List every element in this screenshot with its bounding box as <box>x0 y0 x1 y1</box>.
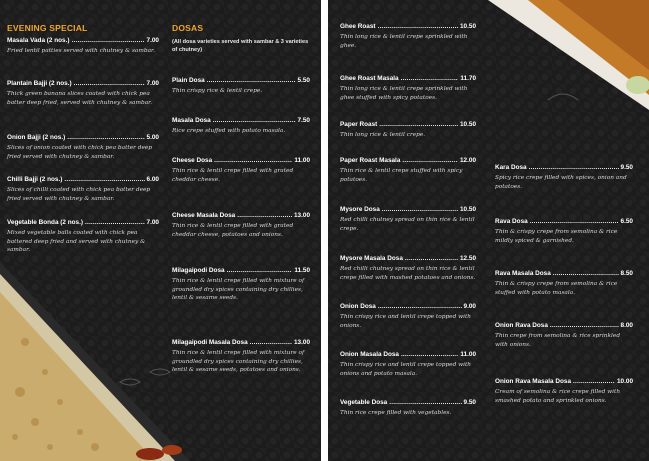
item-name: Onion Masala Dosa <box>340 351 399 358</box>
dosa-photo <box>488 0 649 110</box>
item-description: Thin & crispy crepe from semolina & rice stuffed with potato masala. <box>495 281 618 296</box>
menu-item <box>172 267 310 303</box>
item-price: 8.50 <box>620 270 633 277</box>
item-price: 5.50 <box>297 77 310 84</box>
item-name: Onion Bajji (2 nos.) <box>7 134 66 141</box>
menu-item <box>495 378 633 405</box>
menu-item <box>172 157 310 184</box>
menu-item <box>340 399 476 418</box>
menu-item <box>495 218 633 245</box>
item-description: Thick green banana slices coated with chick pea batter deep fried, served with chutney & sambar. <box>7 91 153 106</box>
item-description: Thin crispy rice and lentil crepe topped with onions and potato masala. <box>340 362 472 377</box>
item-price: 12.00 <box>460 157 476 164</box>
section-heading-evening-special: EVENING SPECIAL <box>7 23 88 33</box>
menu-item <box>7 37 159 56</box>
menu-item <box>340 255 476 282</box>
item-price: 13.00 <box>294 212 310 219</box>
item-name: Masala Dosa <box>172 117 211 124</box>
item-name: Paper Roast Masala <box>340 157 401 164</box>
menu-item <box>340 206 476 233</box>
item-description: Thin rice & lentil crepe filled with mixture of groundled dry spices containing dry chillies, lentil & sesame seeds. <box>172 278 305 302</box>
page-gutter <box>321 0 328 461</box>
item-price: 9.50 <box>463 399 476 406</box>
item-description: Thin crepe from semolina & rice sprinkled with onions. <box>495 333 621 348</box>
menu-item <box>340 157 476 184</box>
item-name: Onion Rava Dosa <box>495 322 548 329</box>
item-name: Milagaipodi Masala Dosa <box>172 339 248 346</box>
menu-item <box>7 80 159 107</box>
menu-item <box>495 164 633 191</box>
item-price: 11.50 <box>294 267 310 274</box>
item-price: 10.50 <box>460 23 476 30</box>
menu-item <box>7 219 159 255</box>
item-description: Thin long rice & lentil crepe sprinkled with ghee stuffed with spicy potatoes. <box>340 86 468 101</box>
item-price: 7.50 <box>297 117 310 124</box>
menu-item <box>172 339 310 375</box>
menu-page-right <box>328 0 649 461</box>
item-description: Red chilli chutney spread on thin rice & lentil crepe filled with mashed potatoes and onions. <box>340 266 476 281</box>
item-price: 8.00 <box>620 322 633 329</box>
item-price: 9.50 <box>620 164 633 171</box>
item-price: 7.00 <box>146 37 159 44</box>
item-name: Rava Masala Dosa <box>495 270 551 277</box>
item-description: Thin rice & lentil crepe stuffed with spicy potatoes. <box>340 168 463 183</box>
menu-item <box>340 75 476 102</box>
item-name: Chilli Bajji (2 nos.) <box>7 176 63 183</box>
menu-item <box>495 322 633 349</box>
item-name: Mysore Dosa <box>340 206 380 213</box>
menu-item <box>340 351 476 378</box>
menu-page-left <box>0 0 321 461</box>
item-name: Mysore Masala Dosa <box>340 255 403 262</box>
item-description: Thin rice crepe filled with vegetables. <box>340 410 452 416</box>
item-price: 10.00 <box>617 378 633 385</box>
menu-item <box>172 77 310 96</box>
item-name: Plain Dosa <box>172 77 205 84</box>
item-name: Paper Roast <box>340 121 378 128</box>
item-description: Fried lentil patties served with chutney & sambar. <box>7 48 156 54</box>
item-description: Cream of semolina & rice crepe filled with smashed potato and sprinkled onions. <box>495 389 621 404</box>
item-description: Thin rice & lentil crepe filled with grated cheddar cheese, potatoes and onions. <box>172 223 294 238</box>
item-description: Thin long rice & lentil crepe sprinkled with ghee. <box>340 34 468 49</box>
item-name: Masala Vada (2 nos.) <box>7 37 70 44</box>
item-description: Red chilli chutney spread on thin rice & lentil crepe. <box>340 217 475 232</box>
item-name: Vegetable Dosa <box>340 399 388 406</box>
item-name: Cheese Dosa <box>172 157 213 164</box>
item-price: 11.00 <box>460 351 476 358</box>
item-name: Plantain Bajji (2 nos.) <box>7 80 72 87</box>
item-name: Vegetable Bonda (2 nos.) <box>7 219 83 226</box>
dosas-note: (All dosa varieties served with sambar & 3 varieties of chutney) <box>172 39 309 53</box>
item-name: Rava Dosa <box>495 218 528 225</box>
item-description: Thin long rice & lentil crepe. <box>340 132 426 138</box>
item-name: Milagaipodi Dosa <box>172 267 225 274</box>
item-price: 6.00 <box>146 176 159 183</box>
item-price: 10.50 <box>460 121 476 128</box>
item-price: 6.50 <box>620 218 633 225</box>
item-description: Thin & crispy crepe from semolina & rice mildly spiced & garnished. <box>495 229 618 244</box>
item-name: Kara Dosa <box>495 164 527 171</box>
item-description: Thin rice & lentil crepe filled with mixture of groundled dry spices containing dry chillies, lentil & sesame seeds, potatoes and onions. <box>172 350 305 374</box>
item-price: 10.50 <box>460 206 476 213</box>
item-description: Thin rice & lentil crepe filled with grated cheddar cheese. <box>172 168 294 183</box>
item-price: 13.00 <box>294 339 310 346</box>
item-price: 11.00 <box>294 157 310 164</box>
item-price: 7.00 <box>146 219 159 226</box>
section-heading-dosas: DOSAS <box>172 23 204 33</box>
menu-item <box>7 176 159 203</box>
menu-item <box>495 270 633 297</box>
menu-item <box>172 212 310 239</box>
menu-item <box>7 134 159 161</box>
item-description: Spicy rice crepe filled with spices, onion and potatoes. <box>495 175 627 190</box>
menu-item <box>340 121 476 140</box>
menu-item <box>172 117 310 136</box>
dosa-photo <box>0 262 190 461</box>
item-description: Thin crispy rice and lentil crepe topped with onions. <box>340 314 472 329</box>
item-name: Cheese Masala Dosa <box>172 212 236 219</box>
menu-item <box>340 303 476 330</box>
item-name: Ghee Roast Masala <box>340 75 399 82</box>
item-description: Slices of onion coated with chick pea batter deep fried served with chutney & sambar. <box>7 145 153 160</box>
item-price: 12.50 <box>460 255 476 262</box>
item-price: 9.00 <box>463 303 476 310</box>
item-name: Onion Dosa <box>340 303 376 310</box>
item-name: Ghee Roast <box>340 23 376 30</box>
item-description: Thin crispy rice & lentil crepe. <box>172 88 263 94</box>
item-price: 11.70 <box>460 75 476 82</box>
item-description: Mixed vegetable balls coated with chick pea battered deep fried and served with chutney & sambar. <box>7 230 146 254</box>
item-price: 5.00 <box>146 134 159 141</box>
item-price: 7.00 <box>146 80 159 87</box>
item-description: Slices of chilli coated with chick pea batter deep fried served with chutney & sambar. <box>7 187 151 202</box>
menu-item <box>340 23 476 50</box>
item-name: Onion Rava Masala Dosa <box>495 378 572 385</box>
item-description: Rice crepe stuffed with potato masala. <box>172 128 286 134</box>
